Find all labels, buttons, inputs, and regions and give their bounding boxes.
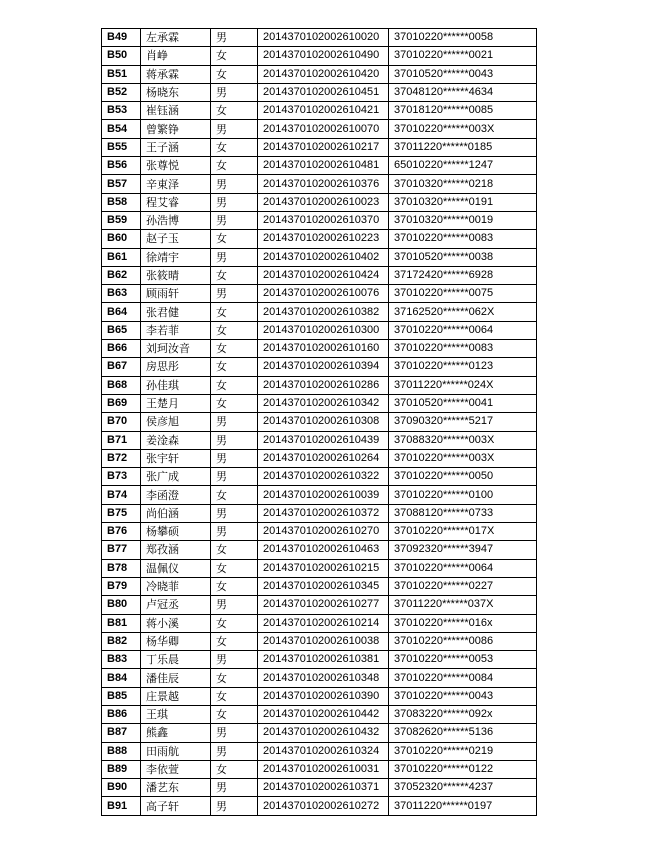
exam-number: 2014370102002610342 [258, 394, 389, 412]
table-row [102, 651, 537, 669]
student-name: 庄景越 [141, 687, 211, 705]
id-number: 37011220******0197 [389, 797, 537, 815]
id-number: 37010220******0123 [389, 358, 537, 376]
exam-number: 2014370102002610481 [258, 157, 389, 175]
id-number: 37010220******016x [389, 614, 537, 632]
row-code: B64 [102, 303, 141, 321]
student-gender: 男 [211, 83, 258, 101]
table-row [102, 596, 537, 614]
student-name: 孙浩博 [141, 211, 211, 229]
row-code: B81 [102, 614, 141, 632]
student-name: 温佩仪 [141, 559, 211, 577]
student-name: 左承霖 [141, 29, 211, 47]
table-row [102, 230, 537, 248]
student-gender: 女 [211, 486, 258, 504]
exam-number: 2014370102002610322 [258, 468, 389, 486]
student-gender: 女 [211, 760, 258, 778]
row-code: B74 [102, 486, 141, 504]
table-row [102, 340, 537, 358]
id-number: 37010220******0058 [389, 29, 537, 47]
table-row [102, 760, 537, 778]
table-row [102, 449, 537, 467]
row-code: B71 [102, 431, 141, 449]
exam-number: 2014370102002610076 [258, 285, 389, 303]
student-gender: 男 [211, 651, 258, 669]
exam-number: 2014370102002610020 [258, 29, 389, 47]
id-number: 37010220******0064 [389, 559, 537, 577]
table-row [102, 577, 537, 595]
row-code: B89 [102, 760, 141, 778]
row-code: B55 [102, 138, 141, 156]
row-code: B76 [102, 523, 141, 541]
row-code: B72 [102, 449, 141, 467]
student-gender: 男 [211, 175, 258, 193]
roster-body [102, 29, 537, 816]
row-code: B52 [102, 83, 141, 101]
student-gender: 男 [211, 468, 258, 486]
exam-number: 2014370102002610308 [258, 413, 389, 431]
id-number: 37092320******3947 [389, 541, 537, 559]
student-name: 蒋小溪 [141, 614, 211, 632]
exam-number: 2014370102002610370 [258, 211, 389, 229]
student-gender: 男 [211, 449, 258, 467]
exam-number: 2014370102002610039 [258, 486, 389, 504]
table-row [102, 413, 537, 431]
student-name: 郑孜涵 [141, 541, 211, 559]
id-number: 37010220******003X [389, 449, 537, 467]
id-number: 37010520******0041 [389, 394, 537, 412]
table-row [102, 724, 537, 742]
id-number: 37010220******0227 [389, 577, 537, 595]
table-row [102, 285, 537, 303]
student-gender: 男 [211, 742, 258, 760]
id-number: 37010220******0083 [389, 340, 537, 358]
student-name: 王子涵 [141, 138, 211, 156]
student-gender: 男 [211, 285, 258, 303]
student-gender: 女 [211, 303, 258, 321]
id-number: 37088320******003X [389, 431, 537, 449]
table-row [102, 321, 537, 339]
exam-number: 2014370102002610463 [258, 541, 389, 559]
row-code: B83 [102, 651, 141, 669]
student-gender: 男 [211, 596, 258, 614]
table-row [102, 394, 537, 412]
row-code: B49 [102, 29, 141, 47]
exam-number: 2014370102002610270 [258, 523, 389, 541]
student-gender: 女 [211, 266, 258, 284]
id-number: 37010220******0100 [389, 486, 537, 504]
exam-number: 2014370102002610214 [258, 614, 389, 632]
student-name: 徐靖宇 [141, 248, 211, 266]
student-gender: 女 [211, 102, 258, 120]
table-row [102, 797, 537, 815]
id-number: 37090320******5217 [389, 413, 537, 431]
student-name: 姜淦森 [141, 431, 211, 449]
table-row [102, 779, 537, 797]
id-number: 37010220******0021 [389, 47, 537, 65]
id-number: 37011220******0185 [389, 138, 537, 156]
row-code: B86 [102, 705, 141, 723]
row-code: B57 [102, 175, 141, 193]
student-gender: 女 [211, 577, 258, 595]
id-number: 37010220******0219 [389, 742, 537, 760]
student-roster-table [101, 28, 537, 816]
table-row [102, 376, 537, 394]
student-name: 张筱晴 [141, 266, 211, 284]
table-row [102, 29, 537, 47]
exam-number: 2014370102002610421 [258, 102, 389, 120]
student-gender: 女 [211, 340, 258, 358]
exam-number: 2014370102002610300 [258, 321, 389, 339]
student-gender: 男 [211, 797, 258, 815]
table-row [102, 193, 537, 211]
student-gender: 女 [211, 230, 258, 248]
id-number: 37010220******0084 [389, 669, 537, 687]
student-name: 杨攀硕 [141, 523, 211, 541]
row-code: B90 [102, 779, 141, 797]
id-number: 65010220******1247 [389, 157, 537, 175]
row-code: B73 [102, 468, 141, 486]
exam-number: 2014370102002610442 [258, 705, 389, 723]
table-row [102, 541, 537, 559]
student-gender: 男 [211, 120, 258, 138]
row-code: B68 [102, 376, 141, 394]
id-number: 37010320******0218 [389, 175, 537, 193]
exam-number: 2014370102002610371 [258, 779, 389, 797]
student-name: 肖峥 [141, 47, 211, 65]
student-gender: 男 [211, 413, 258, 431]
table-row [102, 120, 537, 138]
row-code: B51 [102, 65, 141, 83]
id-number: 37162520******062X [389, 303, 537, 321]
row-code: B84 [102, 669, 141, 687]
id-number: 37010320******0019 [389, 211, 537, 229]
student-name: 潘艺东 [141, 779, 211, 797]
row-code: B78 [102, 559, 141, 577]
student-name: 尚伯涵 [141, 504, 211, 522]
row-code: B77 [102, 541, 141, 559]
student-gender: 女 [211, 632, 258, 650]
student-gender: 女 [211, 376, 258, 394]
student-name: 孙佳琪 [141, 376, 211, 394]
student-name: 田雨航 [141, 742, 211, 760]
student-gender: 男 [211, 504, 258, 522]
row-code: B56 [102, 157, 141, 175]
exam-number: 2014370102002610348 [258, 669, 389, 687]
id-number: 37083220******092x [389, 705, 537, 723]
student-gender: 男 [211, 431, 258, 449]
student-gender: 男 [211, 779, 258, 797]
exam-number: 2014370102002610439 [258, 431, 389, 449]
id-number: 37172420******6928 [389, 266, 537, 284]
table-row [102, 138, 537, 156]
student-name: 高子轩 [141, 797, 211, 815]
exam-number: 2014370102002610160 [258, 340, 389, 358]
row-code: B79 [102, 577, 141, 595]
id-number: 37052320******4237 [389, 779, 537, 797]
id-number: 37018120******0085 [389, 102, 537, 120]
exam-number: 2014370102002610376 [258, 175, 389, 193]
table-row [102, 211, 537, 229]
table-row [102, 468, 537, 486]
exam-number: 2014370102002610424 [258, 266, 389, 284]
student-name: 卢冠丞 [141, 596, 211, 614]
student-gender: 女 [211, 669, 258, 687]
id-number: 37010220******003X [389, 120, 537, 138]
exam-number: 2014370102002610402 [258, 248, 389, 266]
table-row [102, 705, 537, 723]
student-name: 王楚月 [141, 394, 211, 412]
table-row [102, 175, 537, 193]
exam-number: 2014370102002610390 [258, 687, 389, 705]
row-code: B54 [102, 120, 141, 138]
student-gender: 女 [211, 157, 258, 175]
row-code: B80 [102, 596, 141, 614]
id-number: 37010220******0050 [389, 468, 537, 486]
student-gender: 女 [211, 687, 258, 705]
id-number: 37010220******0083 [389, 230, 537, 248]
row-code: B59 [102, 211, 141, 229]
table-row [102, 431, 537, 449]
id-number: 37010220******0075 [389, 285, 537, 303]
exam-number: 2014370102002610272 [258, 797, 389, 815]
exam-number: 2014370102002610382 [258, 303, 389, 321]
student-gender: 男 [211, 193, 258, 211]
id-number: 37010220******0064 [389, 321, 537, 339]
table-row [102, 358, 537, 376]
id-number: 37010320******0191 [389, 193, 537, 211]
row-code: B91 [102, 797, 141, 815]
id-number: 37048120******4634 [389, 83, 537, 101]
exam-number: 2014370102002610490 [258, 47, 389, 65]
table-row [102, 102, 537, 120]
student-name: 潘佳辰 [141, 669, 211, 687]
exam-number: 2014370102002610381 [258, 651, 389, 669]
exam-number: 2014370102002610345 [258, 577, 389, 595]
row-code: B65 [102, 321, 141, 339]
id-number: 37010220******0086 [389, 632, 537, 650]
table-row [102, 742, 537, 760]
student-name: 顾雨轩 [141, 285, 211, 303]
row-code: B75 [102, 504, 141, 522]
row-code: B88 [102, 742, 141, 760]
student-name: 刘珂汝音 [141, 340, 211, 358]
student-name: 李若菲 [141, 321, 211, 339]
table-row [102, 669, 537, 687]
id-number: 37010520******0038 [389, 248, 537, 266]
student-name: 杨华卿 [141, 632, 211, 650]
table-row [102, 47, 537, 65]
table-row [102, 248, 537, 266]
id-number: 37010220******0043 [389, 687, 537, 705]
exam-number: 2014370102002610420 [258, 65, 389, 83]
row-code: B87 [102, 724, 141, 742]
student-name: 张尊悦 [141, 157, 211, 175]
student-name: 蒋承霖 [141, 65, 211, 83]
exam-number: 2014370102002610070 [258, 120, 389, 138]
student-gender: 女 [211, 541, 258, 559]
student-gender: 女 [211, 614, 258, 632]
student-name: 辛東泽 [141, 175, 211, 193]
table-row [102, 687, 537, 705]
exam-number: 2014370102002610023 [258, 193, 389, 211]
student-name: 王琪 [141, 705, 211, 723]
student-gender: 男 [211, 248, 258, 266]
exam-number: 2014370102002610215 [258, 559, 389, 577]
student-gender: 男 [211, 724, 258, 742]
exam-number: 2014370102002610394 [258, 358, 389, 376]
row-code: B70 [102, 413, 141, 431]
student-name: 张宇轩 [141, 449, 211, 467]
student-name: 杨晓东 [141, 83, 211, 101]
row-code: B62 [102, 266, 141, 284]
student-gender: 女 [211, 321, 258, 339]
table-row [102, 504, 537, 522]
student-name: 熊鑫 [141, 724, 211, 742]
exam-number: 2014370102002610286 [258, 376, 389, 394]
student-gender: 女 [211, 705, 258, 723]
table-row [102, 83, 537, 101]
student-name: 赵子玉 [141, 230, 211, 248]
student-name: 曾繁铮 [141, 120, 211, 138]
student-gender: 女 [211, 559, 258, 577]
row-code: B60 [102, 230, 141, 248]
table-row [102, 486, 537, 504]
student-gender: 男 [211, 211, 258, 229]
id-number: 37010220******0053 [389, 651, 537, 669]
row-code: B50 [102, 47, 141, 65]
exam-number: 2014370102002610432 [258, 724, 389, 742]
table-row [102, 266, 537, 284]
row-code: B63 [102, 285, 141, 303]
exam-number: 2014370102002610264 [258, 449, 389, 467]
row-code: B67 [102, 358, 141, 376]
exam-number: 2014370102002610372 [258, 504, 389, 522]
table-row [102, 632, 537, 650]
row-code: B66 [102, 340, 141, 358]
table-row [102, 523, 537, 541]
student-name: 李函澄 [141, 486, 211, 504]
table-row [102, 303, 537, 321]
id-number: 37010220******017X [389, 523, 537, 541]
student-name: 程艾睿 [141, 193, 211, 211]
table-row [102, 65, 537, 83]
row-code: B85 [102, 687, 141, 705]
student-gender: 男 [211, 523, 258, 541]
student-name: 张广成 [141, 468, 211, 486]
exam-number: 2014370102002610277 [258, 596, 389, 614]
table-row [102, 157, 537, 175]
id-number: 37088120******0733 [389, 504, 537, 522]
table-row [102, 559, 537, 577]
student-name: 侯彦旭 [141, 413, 211, 431]
exam-number: 2014370102002610217 [258, 138, 389, 156]
id-number: 37082620******5136 [389, 724, 537, 742]
exam-number: 2014370102002610223 [258, 230, 389, 248]
student-name: 张君健 [141, 303, 211, 321]
id-number: 37011220******024X [389, 376, 537, 394]
id-number: 37010520******0043 [389, 65, 537, 83]
student-name: 房思彤 [141, 358, 211, 376]
student-gender: 男 [211, 29, 258, 47]
student-gender: 女 [211, 138, 258, 156]
row-code: B53 [102, 102, 141, 120]
exam-number: 2014370102002610031 [258, 760, 389, 778]
student-gender: 女 [211, 65, 258, 83]
id-number: 37010220******0122 [389, 760, 537, 778]
exam-number: 2014370102002610324 [258, 742, 389, 760]
row-code: B61 [102, 248, 141, 266]
id-number: 37011220******037X [389, 596, 537, 614]
table-row [102, 614, 537, 632]
exam-number: 2014370102002610038 [258, 632, 389, 650]
exam-number: 2014370102002610451 [258, 83, 389, 101]
student-gender: 女 [211, 358, 258, 376]
student-gender: 女 [211, 394, 258, 412]
student-name: 崔钰涵 [141, 102, 211, 120]
student-name: 丁乐晨 [141, 651, 211, 669]
row-code: B58 [102, 193, 141, 211]
student-name: 冷晓菲 [141, 577, 211, 595]
row-code: B82 [102, 632, 141, 650]
student-gender: 女 [211, 47, 258, 65]
student-name: 李依萱 [141, 760, 211, 778]
row-code: B69 [102, 394, 141, 412]
